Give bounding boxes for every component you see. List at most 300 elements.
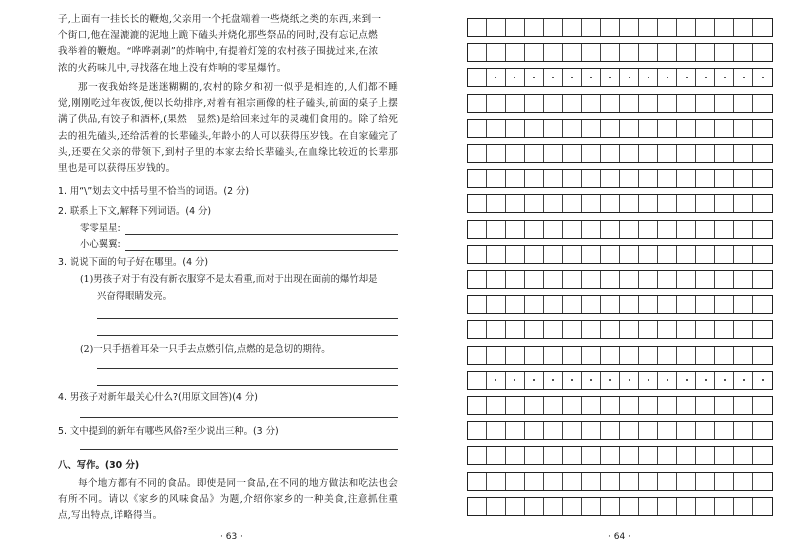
- grid-cell[interactable]: [506, 170, 525, 187]
- grid-cell[interactable]: [620, 321, 639, 338]
- grid-row[interactable]: [467, 169, 773, 188]
- grid-cell[interactable]: [620, 246, 639, 263]
- grid-cell[interactable]: [753, 19, 772, 36]
- grid-cell[interactable]: [620, 296, 639, 313]
- grid-row[interactable]: [467, 144, 773, 163]
- grid-cell[interactable]: [715, 120, 734, 137]
- grid-cell[interactable]: [468, 19, 487, 36]
- grid-cell[interactable]: [506, 195, 525, 212]
- grid-cell[interactable]: [715, 271, 734, 288]
- grid-cell[interactable]: [677, 422, 696, 439]
- grid-cell[interactable]: [658, 447, 677, 464]
- grid-cell[interactable]: [734, 498, 753, 515]
- grid-cell[interactable]: [525, 347, 544, 364]
- grid-cell[interactable]: [487, 19, 506, 36]
- grid-cell[interactable]: [525, 422, 544, 439]
- grid-cell[interactable]: [696, 498, 715, 515]
- grid-cell[interactable]: [734, 296, 753, 313]
- grid-cell[interactable]: [753, 44, 772, 61]
- grid-cell[interactable]: [696, 195, 715, 212]
- grid-cell[interactable]: [620, 447, 639, 464]
- grid-cell[interactable]: [525, 246, 544, 263]
- grid-cell[interactable]: [544, 170, 563, 187]
- grid-cell[interactable]: [753, 296, 772, 313]
- grid-cell[interactable]: [639, 447, 658, 464]
- grid-cell[interactable]: [677, 120, 696, 137]
- grid-cell[interactable]: [468, 473, 487, 490]
- grid-cell[interactable]: [696, 321, 715, 338]
- grid-cell[interactable]: [620, 473, 639, 490]
- grid-cell[interactable]: [753, 447, 772, 464]
- grid-row[interactable]: [467, 119, 773, 138]
- grid-cell[interactable]: [620, 95, 639, 112]
- grid-cell[interactable]: [658, 271, 677, 288]
- grid-cell[interactable]: [639, 195, 658, 212]
- grid-cell[interactable]: [582, 347, 601, 364]
- grid-cell[interactable]: [506, 271, 525, 288]
- grid-cell[interactable]: [582, 221, 601, 238]
- grid-cell[interactable]: [715, 296, 734, 313]
- grid-cell[interactable]: [582, 447, 601, 464]
- grid-cell[interactable]: [563, 44, 582, 61]
- grid-cell[interactable]: [506, 422, 525, 439]
- grid-cell[interactable]: [582, 473, 601, 490]
- grid-row[interactable]: [467, 18, 773, 37]
- grid-cell[interactable]: [563, 397, 582, 414]
- grid-cell[interactable]: [487, 195, 506, 212]
- grid-cell[interactable]: [715, 221, 734, 238]
- grid-cell[interactable]: [525, 44, 544, 61]
- grid-cell[interactable]: [563, 170, 582, 187]
- grid-cell[interactable]: [582, 44, 601, 61]
- grid-cell[interactable]: [734, 195, 753, 212]
- grid-row[interactable]: [467, 396, 773, 415]
- grid-cell[interactable]: [487, 44, 506, 61]
- grid-cell[interactable]: [563, 498, 582, 515]
- answer-line[interactable]: [80, 449, 398, 450]
- grid-cell[interactable]: [715, 447, 734, 464]
- grid-cell[interactable]: [677, 397, 696, 414]
- grid-row[interactable]: [467, 446, 773, 465]
- grid-cell[interactable]: [734, 19, 753, 36]
- grid-cell[interactable]: [753, 321, 772, 338]
- grid-cell[interactable]: [487, 246, 506, 263]
- grid-cell[interactable]: [487, 221, 506, 238]
- grid-cell[interactable]: [582, 246, 601, 263]
- grid-cell[interactable]: [506, 19, 525, 36]
- grid-cell[interactable]: [620, 170, 639, 187]
- grid-cell[interactable]: [563, 195, 582, 212]
- grid-cell[interactable]: [696, 170, 715, 187]
- grid-cell[interactable]: [677, 195, 696, 212]
- grid-cell[interactable]: [582, 271, 601, 288]
- grid-cell[interactable]: [677, 170, 696, 187]
- grid-cell[interactable]: [544, 321, 563, 338]
- grid-row[interactable]: [467, 320, 773, 339]
- answer-line[interactable]: [97, 368, 398, 369]
- grid-cell[interactable]: [544, 397, 563, 414]
- grid-cell[interactable]: [753, 170, 772, 187]
- grid-cell[interactable]: [582, 19, 601, 36]
- grid-cell[interactable]: [563, 19, 582, 36]
- grid-cell[interactable]: [468, 221, 487, 238]
- grid-cell[interactable]: [696, 447, 715, 464]
- grid-cell[interactable]: [582, 145, 601, 162]
- grid-cell[interactable]: [658, 221, 677, 238]
- grid-cell[interactable]: [696, 422, 715, 439]
- grid-cell[interactable]: [715, 347, 734, 364]
- grid-cell[interactable]: [753, 120, 772, 137]
- grid-cell[interactable]: [734, 145, 753, 162]
- grid-cell[interactable]: [582, 95, 601, 112]
- grid-cell[interactable]: [753, 145, 772, 162]
- grid-cell[interactable]: [525, 19, 544, 36]
- grid-cell[interactable]: [696, 347, 715, 364]
- grid-cell[interactable]: [468, 347, 487, 364]
- grid-cell[interactable]: [601, 120, 620, 137]
- grid-cell[interactable]: [715, 19, 734, 36]
- grid-cell[interactable]: [487, 498, 506, 515]
- grid-cell[interactable]: [487, 170, 506, 187]
- grid-cell[interactable]: [544, 447, 563, 464]
- grid-row[interactable]: [467, 43, 773, 62]
- grid-cell[interactable]: [544, 422, 563, 439]
- grid-cell[interactable]: [658, 145, 677, 162]
- grid-cell[interactable]: [582, 498, 601, 515]
- grid-cell[interactable]: [620, 271, 639, 288]
- grid-cell[interactable]: [563, 321, 582, 338]
- grid-cell[interactable]: [639, 397, 658, 414]
- grid-cell[interactable]: [639, 271, 658, 288]
- grid-row[interactable]: [467, 245, 773, 264]
- grid-cell[interactable]: [677, 321, 696, 338]
- grid-cell[interactable]: [677, 473, 696, 490]
- grid-cell[interactable]: [468, 246, 487, 263]
- grid-cell[interactable]: [753, 473, 772, 490]
- grid-cell[interactable]: [506, 473, 525, 490]
- grid-cell[interactable]: [620, 44, 639, 61]
- grid-cell[interactable]: [639, 498, 658, 515]
- grid-cell[interactable]: [753, 271, 772, 288]
- grid-cell[interactable]: [734, 422, 753, 439]
- grid-cell[interactable]: [734, 170, 753, 187]
- grid-cell[interactable]: [582, 397, 601, 414]
- grid-cell[interactable]: [658, 498, 677, 515]
- grid-cell[interactable]: [715, 422, 734, 439]
- grid-cell[interactable]: [563, 145, 582, 162]
- grid-cell[interactable]: [487, 120, 506, 137]
- grid-cell[interactable]: [525, 145, 544, 162]
- grid-cell[interactable]: [468, 447, 487, 464]
- grid-cell[interactable]: [544, 498, 563, 515]
- grid-cell[interactable]: [696, 95, 715, 112]
- grid-cell[interactable]: [734, 473, 753, 490]
- grid-cell[interactable]: [506, 246, 525, 263]
- grid-cell[interactable]: [544, 221, 563, 238]
- grid-cell[interactable]: [639, 95, 658, 112]
- grid-cell[interactable]: [734, 221, 753, 238]
- grid-cell[interactable]: [677, 44, 696, 61]
- grid-cell[interactable]: [677, 95, 696, 112]
- grid-cell[interactable]: [734, 321, 753, 338]
- grid-cell[interactable]: [506, 347, 525, 364]
- grid-cell[interactable]: [715, 473, 734, 490]
- grid-cell[interactable]: [506, 95, 525, 112]
- grid-cell[interactable]: [544, 95, 563, 112]
- grid-cell[interactable]: [487, 321, 506, 338]
- grid-cell[interactable]: [620, 120, 639, 137]
- grid-cell[interactable]: [563, 95, 582, 112]
- grid-cell[interactable]: [639, 246, 658, 263]
- grid-cell[interactable]: [753, 498, 772, 515]
- grid-cell[interactable]: [525, 473, 544, 490]
- grid-cell[interactable]: [525, 95, 544, 112]
- grid-cell[interactable]: [506, 145, 525, 162]
- grid-row[interactable]: [467, 421, 773, 440]
- grid-cell[interactable]: [601, 473, 620, 490]
- grid-cell[interactable]: [639, 170, 658, 187]
- grid-cell[interactable]: [506, 321, 525, 338]
- grid-cell[interactable]: [734, 246, 753, 263]
- grid-cell[interactable]: [620, 397, 639, 414]
- grid-cell[interactable]: [601, 498, 620, 515]
- grid-cell[interactable]: [620, 19, 639, 36]
- grid-cell[interactable]: [715, 170, 734, 187]
- grid-cell[interactable]: [582, 296, 601, 313]
- grid-cell[interactable]: [715, 246, 734, 263]
- grid-cell[interactable]: [753, 397, 772, 414]
- grid-cell[interactable]: [696, 246, 715, 263]
- grid-cell[interactable]: [601, 246, 620, 263]
- grid-cell[interactable]: [563, 447, 582, 464]
- grid-cell[interactable]: [620, 195, 639, 212]
- grid-cell[interactable]: [639, 19, 658, 36]
- grid-cell[interactable]: [601, 221, 620, 238]
- grid-row[interactable]: [467, 94, 773, 113]
- grid-cell[interactable]: [639, 321, 658, 338]
- grid-cell[interactable]: [715, 44, 734, 61]
- grid-cell[interactable]: [601, 170, 620, 187]
- grid-cell[interactable]: [525, 321, 544, 338]
- grid-cell[interactable]: [487, 296, 506, 313]
- grid-cell[interactable]: [734, 44, 753, 61]
- grid-cell[interactable]: [753, 347, 772, 364]
- grid-cell[interactable]: [658, 95, 677, 112]
- grid-cell[interactable]: [468, 271, 487, 288]
- grid-cell[interactable]: [696, 44, 715, 61]
- grid-cell[interactable]: [715, 498, 734, 515]
- grid-cell[interactable]: [734, 95, 753, 112]
- grid-cell[interactable]: [677, 246, 696, 263]
- grid-cell[interactable]: [563, 347, 582, 364]
- grid-cell[interactable]: [658, 296, 677, 313]
- grid-cell[interactable]: [658, 422, 677, 439]
- grid-cell[interactable]: [582, 120, 601, 137]
- answer-line[interactable]: [125, 250, 398, 251]
- grid-cell[interactable]: [544, 347, 563, 364]
- grid-cell[interactable]: [525, 170, 544, 187]
- grid-cell[interactable]: [582, 195, 601, 212]
- grid-cell[interactable]: [753, 221, 772, 238]
- grid-cell[interactable]: [715, 145, 734, 162]
- grid-cell[interactable]: [563, 221, 582, 238]
- grid-cell[interactable]: [506, 221, 525, 238]
- grid-cell[interactable]: [677, 498, 696, 515]
- grid-cell[interactable]: [468, 44, 487, 61]
- grid-cell[interactable]: [525, 221, 544, 238]
- grid-cell[interactable]: [715, 397, 734, 414]
- grid-cell[interactable]: [468, 195, 487, 212]
- grid-cell[interactable]: [658, 44, 677, 61]
- grid-cell[interactable]: [487, 347, 506, 364]
- grid-cell[interactable]: [487, 397, 506, 414]
- grid-cell[interactable]: [696, 19, 715, 36]
- grid-cell[interactable]: [544, 271, 563, 288]
- grid-cell[interactable]: [601, 145, 620, 162]
- grid-cell[interactable]: [601, 347, 620, 364]
- grid-cell[interactable]: [658, 19, 677, 36]
- grid-cell[interactable]: [677, 221, 696, 238]
- grid-cell[interactable]: [601, 422, 620, 439]
- grid-cell[interactable]: [468, 498, 487, 515]
- grid-cell[interactable]: [525, 397, 544, 414]
- grid-cell[interactable]: [563, 422, 582, 439]
- grid-cell[interactable]: [639, 145, 658, 162]
- grid-cell[interactable]: [525, 271, 544, 288]
- answer-line[interactable]: [97, 335, 398, 336]
- grid-cell[interactable]: [601, 397, 620, 414]
- grid-cell[interactable]: [734, 271, 753, 288]
- grid-cell[interactable]: [639, 120, 658, 137]
- grid-cell[interactable]: [468, 321, 487, 338]
- grid-cell[interactable]: [734, 347, 753, 364]
- grid-row[interactable]: [467, 346, 773, 365]
- grid-cell[interactable]: [582, 422, 601, 439]
- grid-cell[interactable]: [620, 145, 639, 162]
- grid-cell[interactable]: [601, 321, 620, 338]
- grid-cell[interactable]: [506, 397, 525, 414]
- grid-cell[interactable]: [639, 473, 658, 490]
- grid-cell[interactable]: [715, 195, 734, 212]
- grid-cell[interactable]: [506, 120, 525, 137]
- grid-cell[interactable]: [601, 19, 620, 36]
- grid-cell[interactable]: [658, 195, 677, 212]
- grid-cell[interactable]: [658, 397, 677, 414]
- grid-cell[interactable]: [715, 321, 734, 338]
- grid-cell[interactable]: [696, 271, 715, 288]
- grid-cell[interactable]: [563, 271, 582, 288]
- grid-cell[interactable]: [753, 422, 772, 439]
- grid-row[interactable]: [467, 497, 773, 516]
- grid-cell[interactable]: [696, 473, 715, 490]
- grid-cell[interactable]: [544, 44, 563, 61]
- grid-cell[interactable]: [734, 397, 753, 414]
- grid-cell[interactable]: [563, 246, 582, 263]
- grid-cell[interactable]: [658, 473, 677, 490]
- grid-cell[interactable]: [487, 447, 506, 464]
- grid-cell[interactable]: [468, 422, 487, 439]
- grid-cell[interactable]: [544, 246, 563, 263]
- grid-cell[interactable]: [601, 195, 620, 212]
- grid-cell[interactable]: [639, 221, 658, 238]
- grid-row[interactable]: [467, 270, 773, 289]
- grid-cell[interactable]: [696, 221, 715, 238]
- grid-cell[interactable]: [677, 296, 696, 313]
- grid-cell[interactable]: [506, 296, 525, 313]
- grid-cell[interactable]: [677, 271, 696, 288]
- grid-cell[interactable]: [696, 120, 715, 137]
- grid-cell[interactable]: [620, 221, 639, 238]
- grid-cell[interactable]: [715, 95, 734, 112]
- grid-cell[interactable]: [734, 120, 753, 137]
- grid-cell[interactable]: [468, 95, 487, 112]
- grid-cell[interactable]: [525, 195, 544, 212]
- grid-cell[interactable]: [639, 347, 658, 364]
- grid-cell[interactable]: [601, 95, 620, 112]
- grid-cell[interactable]: [506, 447, 525, 464]
- grid-cell[interactable]: [468, 120, 487, 137]
- grid-row[interactable]: [467, 194, 773, 213]
- grid-cell[interactable]: [677, 347, 696, 364]
- grid-cell[interactable]: [487, 473, 506, 490]
- grid-cell[interactable]: [487, 95, 506, 112]
- grid-cell[interactable]: [696, 397, 715, 414]
- grid-cell[interactable]: [696, 296, 715, 313]
- grid-cell[interactable]: [506, 498, 525, 515]
- grid-cell[interactable]: [487, 271, 506, 288]
- grid-cell[interactable]: [468, 397, 487, 414]
- grid-cell[interactable]: [658, 170, 677, 187]
- grid-cell[interactable]: [658, 347, 677, 364]
- grid-row[interactable]: [467, 472, 773, 491]
- grid-cell[interactable]: [639, 44, 658, 61]
- grid-cell[interactable]: [525, 447, 544, 464]
- grid-cell[interactable]: [544, 19, 563, 36]
- grid-cell[interactable]: [525, 498, 544, 515]
- grid-cell[interactable]: [582, 321, 601, 338]
- grid-cell[interactable]: [601, 44, 620, 61]
- grid-cell[interactable]: [544, 473, 563, 490]
- grid-cell[interactable]: [544, 195, 563, 212]
- grid-cell[interactable]: [696, 145, 715, 162]
- grid-cell[interactable]: [506, 44, 525, 61]
- grid-cell[interactable]: [468, 170, 487, 187]
- grid-cell[interactable]: [468, 145, 487, 162]
- grid-cell[interactable]: [753, 95, 772, 112]
- grid-cell[interactable]: [487, 422, 506, 439]
- grid-cell[interactable]: [677, 19, 696, 36]
- grid-cell[interactable]: [563, 120, 582, 137]
- grid-cell[interactable]: [563, 296, 582, 313]
- grid-cell[interactable]: [544, 296, 563, 313]
- grid-row[interactable]: [467, 295, 773, 314]
- grid-cell[interactable]: [525, 120, 544, 137]
- grid-cell[interactable]: [658, 246, 677, 263]
- answer-line[interactable]: [125, 234, 398, 235]
- grid-cell[interactable]: [601, 447, 620, 464]
- grid-cell[interactable]: [525, 296, 544, 313]
- grid-cell[interactable]: [582, 170, 601, 187]
- grid-cell[interactable]: [487, 145, 506, 162]
- grid-cell[interactable]: [544, 120, 563, 137]
- answer-line[interactable]: [97, 385, 398, 386]
- grid-cell[interactable]: [468, 296, 487, 313]
- grid-cell[interactable]: [601, 296, 620, 313]
- grid-cell[interactable]: [753, 246, 772, 263]
- grid-cell[interactable]: [753, 195, 772, 212]
- composition-grid[interactable]: [467, 18, 773, 523]
- grid-row[interactable]: [467, 220, 773, 239]
